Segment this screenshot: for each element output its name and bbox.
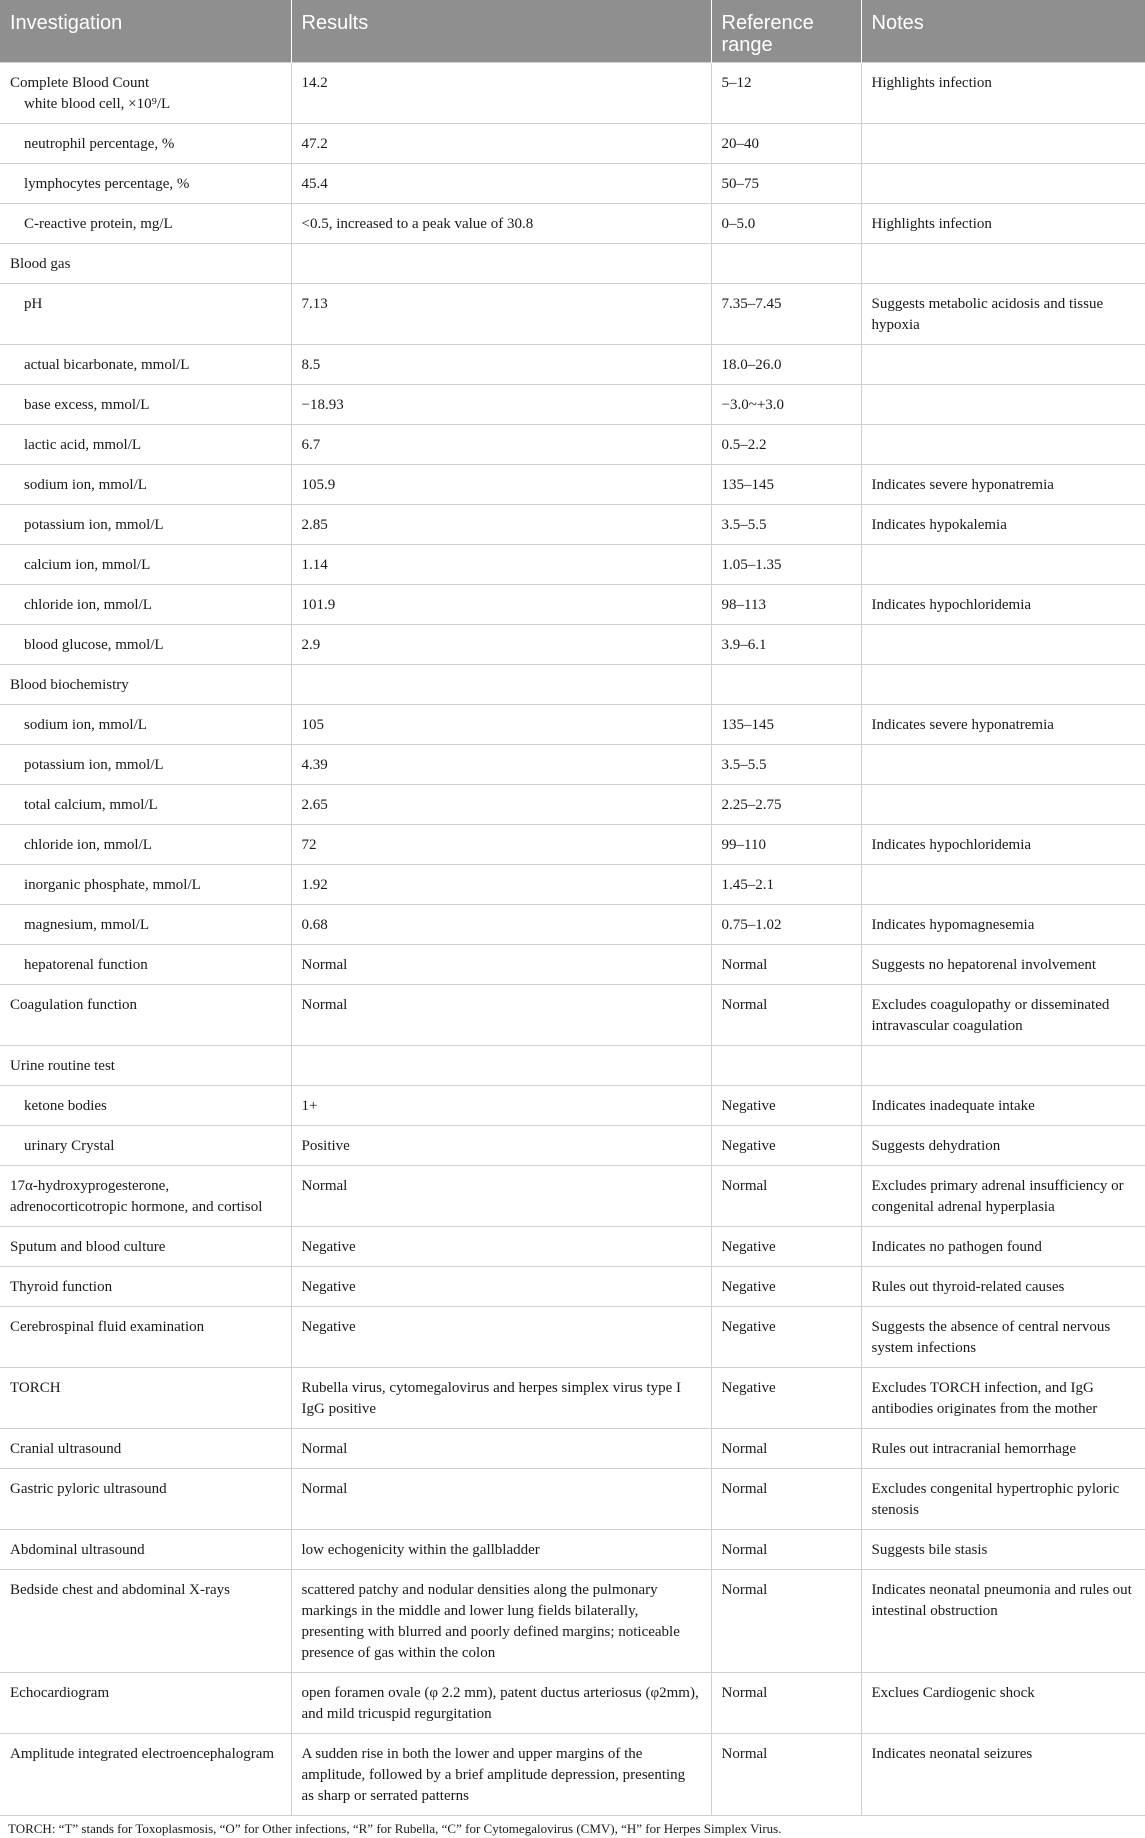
reference-range-cell: 135–145 <box>711 705 861 745</box>
table-row <box>0 204 1145 244</box>
result-cell: 7.13 <box>291 284 711 345</box>
header-row <box>0 0 1145 63</box>
table-row <box>0 1126 1145 1166</box>
notes-cell <box>861 745 1145 785</box>
reference-range-cell <box>711 1046 861 1086</box>
notes-cell: Highlights infection <box>861 204 1145 244</box>
table-row <box>0 124 1145 164</box>
result-cell: Normal <box>291 985 711 1046</box>
result-cell: Negative <box>291 1267 711 1307</box>
result-cell: A sudden rise in both the lower and upper margins of the amplitude, followed by a brief amplitude depression, presenting as sharp or serrated patterns <box>291 1734 711 1816</box>
investigation-cell: calcium ion, mmol/L <box>0 545 291 585</box>
investigation-cell: magnesium, mmol/L <box>0 905 291 945</box>
reference-range-cell: 20–40 <box>711 124 861 164</box>
header-results: Results <box>291 0 711 63</box>
table-row <box>0 945 1145 985</box>
table-row <box>0 1570 1145 1673</box>
notes-cell <box>861 625 1145 665</box>
result-cell: 105 <box>291 705 711 745</box>
table-row <box>0 785 1145 825</box>
result-cell: 45.4 <box>291 164 711 204</box>
table-row <box>0 505 1145 545</box>
investigation-cell: sodium ion, mmol/L <box>0 705 291 745</box>
notes-cell <box>861 345 1145 385</box>
reference-range-cell <box>711 244 861 284</box>
table-row <box>0 164 1145 204</box>
reference-range-cell: 5–12 <box>711 63 861 124</box>
investigation-cell <box>0 63 291 124</box>
notes-cell <box>861 385 1145 425</box>
result-cell: 14.2 <box>291 63 711 124</box>
notes-cell: Suggests dehydration <box>861 1126 1145 1166</box>
result-cell: 72 <box>291 825 711 865</box>
table-row <box>0 63 1145 124</box>
result-cell: 0.68 <box>291 905 711 945</box>
reference-range-cell: −3.0~+3.0 <box>711 385 861 425</box>
result-cell: −18.93 <box>291 385 711 425</box>
table-row <box>0 244 1145 284</box>
investigation-cell: Sputum and blood culture <box>0 1227 291 1267</box>
notes-cell: Indicates severe hyponatremia <box>861 465 1145 505</box>
notes-cell: Rules out intracranial hemorrhage <box>861 1429 1145 1469</box>
notes-cell <box>861 425 1145 465</box>
investigation-cell: chloride ion, mmol/L <box>0 825 291 865</box>
reference-range-cell: Normal <box>711 985 861 1046</box>
table-row <box>0 1469 1145 1530</box>
investigation-cell: Urine routine test <box>0 1046 291 1086</box>
header-investigation: Investigation <box>0 0 291 63</box>
reference-range-cell: 135–145 <box>711 465 861 505</box>
notes-cell <box>861 665 1145 705</box>
result-cell: 101.9 <box>291 585 711 625</box>
investigation-cell: 17α-hydroxyprogesterone, adrenocorticotropic hormone, and cortisol <box>0 1166 291 1227</box>
notes-cell: Indicates hypochloridemia <box>861 825 1145 865</box>
table-row <box>0 625 1145 665</box>
investigation-cell: actual bicarbonate, mmol/L <box>0 345 291 385</box>
table-row <box>0 385 1145 425</box>
notes-cell <box>861 124 1145 164</box>
notes-cell: Excludes coagulopathy or disseminated intravascular coagulation <box>861 985 1145 1046</box>
table-row <box>0 585 1145 625</box>
result-cell: 1.14 <box>291 545 711 585</box>
table-row <box>0 1227 1145 1267</box>
notes-cell <box>861 785 1145 825</box>
reference-range-cell: Normal <box>711 1570 861 1673</box>
reference-range-cell: Normal <box>711 1429 861 1469</box>
table-row <box>0 345 1145 385</box>
table-row <box>0 1046 1145 1086</box>
investigation-cell: inorganic phosphate, mmol/L <box>0 865 291 905</box>
reference-range-cell: 1.45–2.1 <box>711 865 861 905</box>
reference-range-cell: 0.5–2.2 <box>711 425 861 465</box>
investigation-cell: Cerebrospinal fluid examination <box>0 1307 291 1368</box>
table-body <box>0 63 1145 1816</box>
result-cell: scattered patchy and nodular densities along the pulmonary markings in the middle and lower lung fields bilaterally, presenting with blurred and poorly defined margins; noticeable presence of gas within the colon <box>291 1570 711 1673</box>
investigation-cell: pH <box>0 284 291 345</box>
notes-cell: Suggests bile stasis <box>861 1530 1145 1570</box>
reference-range-cell: Normal <box>711 1673 861 1734</box>
result-cell: <0.5, increased to a peak value of 30.8 <box>291 204 711 244</box>
notes-cell: Indicates inadequate intake <box>861 1086 1145 1126</box>
result-cell: Positive <box>291 1126 711 1166</box>
result-cell <box>291 244 711 284</box>
reference-range-cell: 50–75 <box>711 164 861 204</box>
result-cell: 47.2 <box>291 124 711 164</box>
investigation-cell: Blood biochemistry <box>0 665 291 705</box>
notes-cell: Excludes congenital hypertrophic pyloric stenosis <box>861 1469 1145 1530</box>
investigation-cell: Bedside chest and abdominal X-rays <box>0 1570 291 1673</box>
result-cell <box>291 1046 711 1086</box>
table-row <box>0 1086 1145 1126</box>
notes-cell: Indicates severe hyponatremia <box>861 705 1145 745</box>
investigation-cell: chloride ion, mmol/L <box>0 585 291 625</box>
investigation-cell: Amplitude integrated electroencephalogram <box>0 1734 291 1816</box>
result-cell: Negative <box>291 1227 711 1267</box>
result-cell: Rubella virus, cytomegalovirus and herpes simplex virus type I IgG positive <box>291 1368 711 1429</box>
table-row <box>0 1166 1145 1227</box>
table-row <box>0 865 1145 905</box>
investigation-cell: total calcium, mmol/L <box>0 785 291 825</box>
investigation-cell: Echocardiogram <box>0 1673 291 1734</box>
notes-cell: Excludes primary adrenal insufficiency or congenital adrenal hyperplasia <box>861 1166 1145 1227</box>
table-row <box>0 745 1145 785</box>
table-row <box>0 425 1145 465</box>
table-row <box>0 1368 1145 1429</box>
table-row <box>0 545 1145 585</box>
investigation-cell: hepatorenal function <box>0 945 291 985</box>
table-row <box>0 705 1145 745</box>
investigation-cell: Abdominal ultrasound <box>0 1530 291 1570</box>
investigation-cell: base excess, mmol/L <box>0 385 291 425</box>
table-row <box>0 1734 1145 1816</box>
reference-range-cell <box>711 665 861 705</box>
reference-range-cell: Negative <box>711 1307 861 1368</box>
result-cell: 2.65 <box>291 785 711 825</box>
result-cell <box>291 665 711 705</box>
result-cell: 6.7 <box>291 425 711 465</box>
investigation-cell: sodium ion, mmol/L <box>0 465 291 505</box>
notes-cell: Exclues Cardiogenic shock <box>861 1673 1145 1734</box>
table-row <box>0 1530 1145 1570</box>
investigation-cell: C-reactive protein, mg/L <box>0 204 291 244</box>
reference-range-cell: Negative <box>711 1368 861 1429</box>
result-cell: 4.39 <box>291 745 711 785</box>
reference-range-cell: Normal <box>711 945 861 985</box>
notes-cell: Suggests no hepatorenal involvement <box>861 945 1145 985</box>
reference-range-cell: 3.9–6.1 <box>711 625 861 665</box>
notes-cell <box>861 244 1145 284</box>
reference-range-cell: 0.75–1.02 <box>711 905 861 945</box>
notes-cell: Highlights infection <box>861 63 1145 124</box>
result-cell: Normal <box>291 1429 711 1469</box>
table-footnote: TORCH: “T” stands for Toxoplasmosis, “O” for Other infections, “R” for Rubella, “C” for Cytomegalovirus (CMV), “H” for Herpes Simplex Virus. <box>8 1821 782 1836</box>
reference-range-cell: 18.0–26.0 <box>711 345 861 385</box>
table-row <box>0 1673 1145 1734</box>
table-row <box>0 985 1145 1046</box>
investigation-cell: Cranial ultrasound <box>0 1429 291 1469</box>
notes-cell <box>861 865 1145 905</box>
reference-range-cell: 3.5–5.5 <box>711 745 861 785</box>
table-row <box>0 1267 1145 1307</box>
notes-cell <box>861 545 1145 585</box>
table-row <box>0 905 1145 945</box>
investigation-cell: blood glucose, mmol/L <box>0 625 291 665</box>
reference-range-cell: Negative <box>711 1267 861 1307</box>
investigation-cell: Gastric pyloric ultrasound <box>0 1469 291 1530</box>
investigation-cell: Coagulation function <box>0 985 291 1046</box>
reference-range-cell: Normal <box>711 1166 861 1227</box>
investigation-line: white blood cell, ×10⁹/L <box>24 96 171 112</box>
investigation-cell: potassium ion, mmol/L <box>0 745 291 785</box>
reference-range-cell: 2.25–2.75 <box>711 785 861 825</box>
result-cell: 1.92 <box>291 865 711 905</box>
reference-range-cell: Normal <box>711 1734 861 1816</box>
table-row <box>0 1429 1145 1469</box>
notes-cell: Indicates hypochloridemia <box>861 585 1145 625</box>
reference-range-cell: Negative <box>711 1126 861 1166</box>
notes-cell: Indicates neonatal pneumonia and rules out intestinal obstruction <box>861 1570 1145 1673</box>
reference-range-cell: Normal <box>711 1469 861 1530</box>
result-cell: 2.9 <box>291 625 711 665</box>
table-row <box>0 1307 1145 1368</box>
notes-cell: Indicates hypokalemia <box>861 505 1145 545</box>
reference-range-cell: 99–110 <box>711 825 861 865</box>
table-row <box>0 465 1145 505</box>
result-cell: open foramen ovale (φ 2.2 mm), patent ductus arteriosus (φ2mm), and mild tricuspid regurgitation <box>291 1673 711 1734</box>
notes-cell: Indicates hypomagnesemia <box>861 905 1145 945</box>
investigation-cell: TORCH <box>0 1368 291 1429</box>
investigation-cell: lymphocytes percentage, % <box>0 164 291 204</box>
investigation-cell: potassium ion, mmol/L <box>0 505 291 545</box>
result-cell: 2.85 <box>291 505 711 545</box>
notes-cell: Excludes TORCH infection, and IgG antibodies originates from the mother <box>861 1368 1145 1429</box>
result-cell: Normal <box>291 1166 711 1227</box>
reference-range-cell: 7.35–7.45 <box>711 284 861 345</box>
result-cell: 8.5 <box>291 345 711 385</box>
investigation-line: Complete Blood Count <box>10 75 150 91</box>
reference-range-cell: 0–5.0 <box>711 204 861 244</box>
investigation-cell: urinary Crystal <box>0 1126 291 1166</box>
investigation-cell: Blood gas <box>0 244 291 284</box>
table-row <box>0 284 1145 345</box>
investigation-cell: Thyroid function <box>0 1267 291 1307</box>
reference-range-cell: 3.5–5.5 <box>711 505 861 545</box>
reference-range-cell: Normal <box>711 1530 861 1570</box>
reference-range-cell: Negative <box>711 1227 861 1267</box>
investigation-cell: neutrophil percentage, % <box>0 124 291 164</box>
notes-cell: Suggests the absence of central nervous system infections <box>861 1307 1145 1368</box>
notes-cell: Rules out thyroid-related causes <box>861 1267 1145 1307</box>
notes-cell: Indicates no pathogen found <box>861 1227 1145 1267</box>
notes-cell: Suggests metabolic acidosis and tissue hypoxia <box>861 284 1145 345</box>
reference-range-cell: 98–113 <box>711 585 861 625</box>
investigation-cell: lactic acid, mmol/L <box>0 425 291 465</box>
header-reference-range: Reference range <box>711 0 861 63</box>
result-cell: low echogenicity within the gallbladder <box>291 1530 711 1570</box>
result-cell: Normal <box>291 945 711 985</box>
result-cell: Negative <box>291 1307 711 1368</box>
notes-cell: Indicates neonatal seizures <box>861 1734 1145 1816</box>
result-cell: Normal <box>291 1469 711 1530</box>
table-row <box>0 825 1145 865</box>
result-cell: 105.9 <box>291 465 711 505</box>
result-cell: 1+ <box>291 1086 711 1126</box>
table-header <box>0 0 1145 63</box>
investigation-cell: ketone bodies <box>0 1086 291 1126</box>
notes-cell <box>861 1046 1145 1086</box>
header-notes: Notes <box>861 0 1145 63</box>
reference-range-cell: 1.05–1.35 <box>711 545 861 585</box>
reference-range-cell: Negative <box>711 1086 861 1126</box>
table-row <box>0 665 1145 705</box>
notes-cell <box>861 164 1145 204</box>
